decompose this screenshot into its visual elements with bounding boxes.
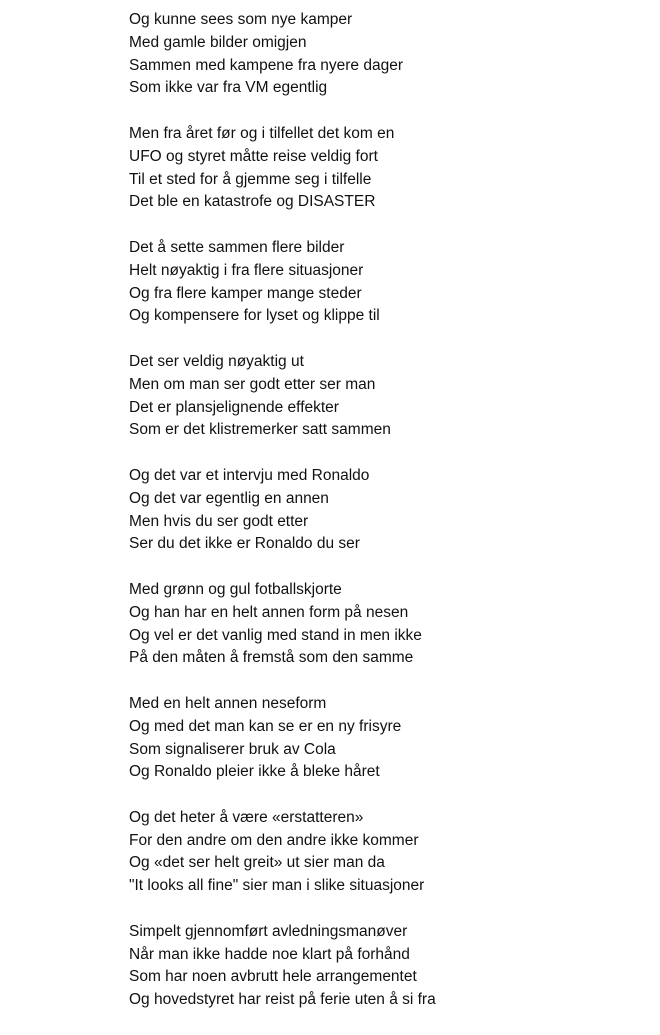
poem-line: Men fra året før og i tilfellet det kom en [129,124,395,142]
poem-line: Og det var et intervju med Ronaldo [129,466,370,484]
poem-line: Og «det ser helt greit» ut sier man da [129,854,385,872]
stanza [129,921,649,1012]
poem-line: Som har noen avbrutt hele arrangementet [129,968,417,986]
stanza [129,123,649,214]
poem-line: Når man ikke hadde noe klart på forhånd [129,945,410,963]
poem-line: Men hvis du ser godt etter [129,512,309,530]
poem-line: Og det var egentlig en annen [129,489,329,507]
poem-line: Med grønn og gul fotballskjorte [129,580,342,598]
poem-line: Og vel er det vanlig med stand in men ikke [129,626,422,644]
poem-line: UFO og styret måtte reise veldig fort [129,147,378,165]
stanza [129,465,649,556]
poem-line: Og hovedstyret har reist på ferie uten å si fra [129,991,436,1009]
stanza [129,9,649,100]
poem-document [129,9,649,1035]
stanza [129,807,649,898]
poem-line: Det ser veldig nøyaktig ut [129,352,304,370]
poem-line: Og kompensere for lyset og klippe til [129,307,380,325]
poem-line: For den andre om den andre ikke kommer [129,831,419,849]
poem-line: Til et sted for å gjemme seg i tilfelle [129,170,372,188]
poem-line: Som ikke var fra VM egentlig [129,79,328,97]
poem-line: Og fra flere kamper mange steder [129,284,362,302]
poem-line: Det er plansjelignende effekter [129,398,339,416]
poem-line: Simpelt gjennomført avledningsmanøver [129,922,408,940]
poem-line: Med gamle bilder omigjen [129,33,307,51]
poem-line: Og Ronaldo pleier ikke å bleke håret [129,763,380,781]
poem-line: Men om man ser godt etter ser man [129,375,376,393]
stanza [129,237,649,328]
poem-line: Det ble en katastrofe og DISASTER [129,193,376,211]
stanza [129,351,649,442]
poem-line: Som signaliserer bruk av Cola [129,740,336,758]
poem-line: Helt nøyaktig i fra flere situasjoner [129,261,364,279]
poem-line: Og det heter å være «erstatteren» [129,808,364,826]
poem-line: Med en helt annen neseform [129,694,327,712]
poem-line: Ser du det ikke er Ronaldo du ser [129,535,360,553]
poem-line: Og med det man kan se er en ny frisyre [129,717,402,735]
poem-line: Og han har en helt annen form på nesen [129,603,409,621]
poem-line: Sammen med kampene fra nyere dager [129,56,403,74]
stanza [129,579,649,670]
stanza [129,693,649,784]
poem-line: På den måten å fremstå som den samme [129,649,414,667]
poem-line: Som er det klistremerker satt sammen [129,421,391,439]
poem-line: "It looks all fine" sier man i slike situasjoner [129,877,425,895]
poem-line: Det å sette sammen flere bilder [129,238,345,256]
poem-line: Og kunne sees som nye kamper [129,11,353,28]
